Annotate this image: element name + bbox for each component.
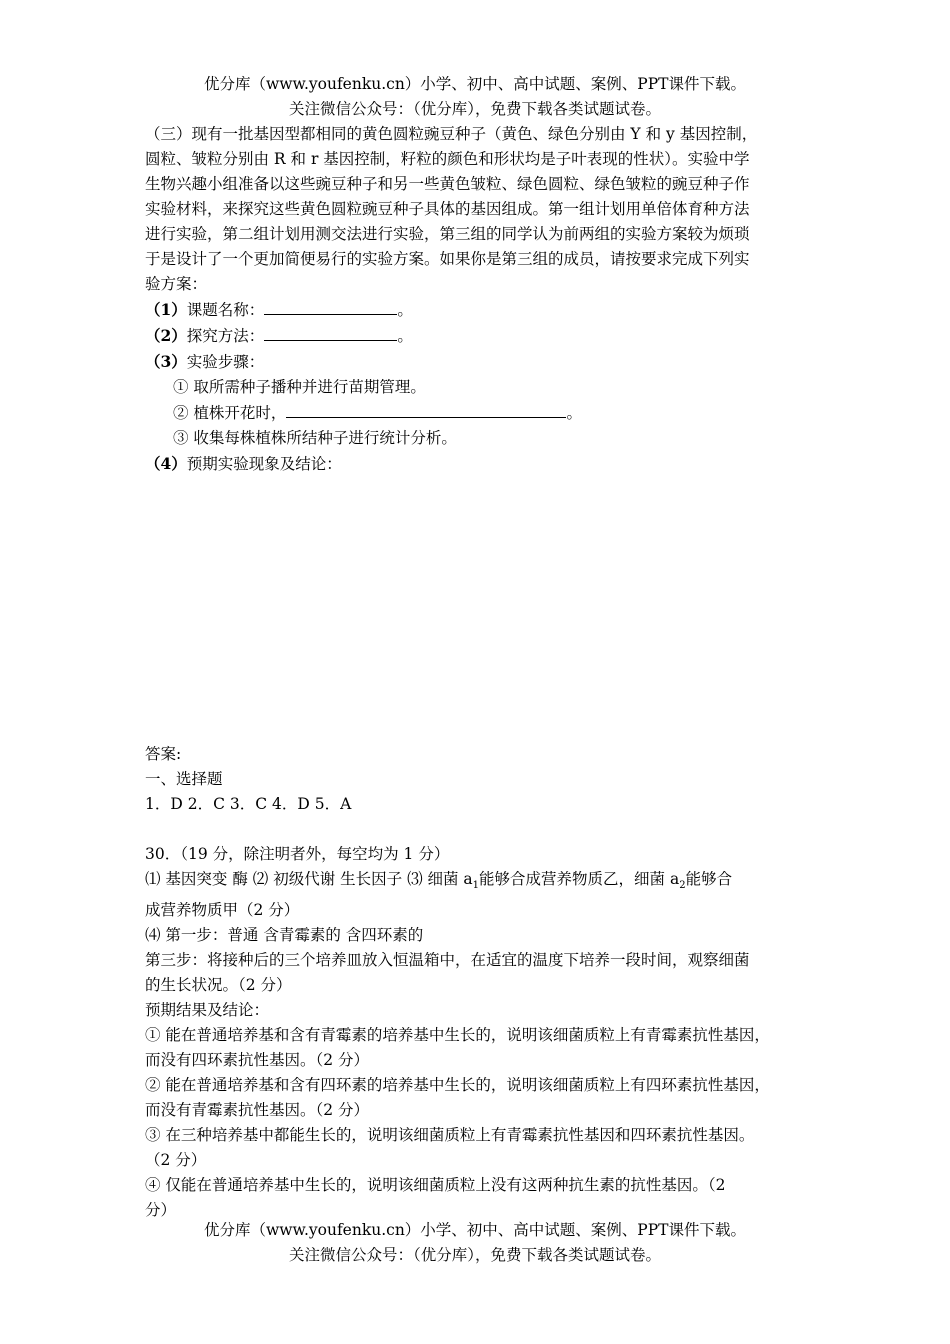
result-line: ② 能在普通培养基和含有四环素的培养基中生长的，说明该细菌质粒上有四环素抗性基因， xyxy=(145,1076,770,1095)
result-line: 分） xyxy=(145,1201,177,1220)
step-2-text: ② 植株开花时， xyxy=(173,404,287,422)
intro-line: 生物兴趣小组准备以这些豌豆种子和另一些黄色皱粒、绿色圆粒、绿色皱粒的豌豆种子作 xyxy=(145,175,750,193)
item-label: 探究方法： xyxy=(186,327,265,345)
item-label: 实验步骤： xyxy=(186,353,265,371)
step-3: ③ 收集每株植株所结种子进行统计分析。 xyxy=(173,429,457,447)
intro-line: 实验材料，来探究这些黄色圆粒豌豆种子具体的基因组成。第一组计划用单倍体育种方法 xyxy=(145,200,750,218)
choice-answers: 1．D 2．C 3．C 4．D 5．A xyxy=(145,795,352,813)
answer-title: 答案: xyxy=(145,745,182,763)
section-heading: 一、选择题 xyxy=(145,770,223,788)
q30-answer-line: 成营养物质甲（2 分） xyxy=(145,901,300,920)
subscript: 2 xyxy=(679,880,686,892)
footer-line-2: 关注微信公众号：（优分库），免费下载各类试题试卷。 xyxy=(288,1246,661,1264)
period: 。 xyxy=(397,327,413,345)
question-section xyxy=(145,122,815,477)
item-topic-name xyxy=(145,297,815,323)
q30-text: 能够合 xyxy=(685,870,733,888)
item-expected xyxy=(145,451,815,477)
result-line: ④ 仅能在普通培养基中生长的，说明该细菌质粒上没有这两种抗生素的抗性基因。（2 xyxy=(145,1176,726,1195)
spacer xyxy=(145,817,815,842)
answer-section xyxy=(145,742,815,1223)
q30-answer-line: ⑷ 第一步：普通 含青霉素的 含四环素的 xyxy=(145,926,424,945)
item-number: （2） xyxy=(145,326,187,345)
result-line: ③ 在三种培养基中都能生长的，说明该细菌质粒上有青霉素抗性基因和四环素抗性基因。 xyxy=(145,1126,755,1145)
method-blank[interactable] xyxy=(264,323,397,341)
subscript: 1 xyxy=(472,880,480,892)
item-number: （4） xyxy=(145,454,187,473)
step-2 xyxy=(145,400,815,426)
step-1: ① 取所需种子播种并进行苗期管理。 xyxy=(173,378,426,396)
item-label: 预期实验现象及结论： xyxy=(186,455,342,473)
header-line-1: 优分库（www.youfenku.cn）小学、初中、高中试题、案例、PPT课件下载。 xyxy=(203,75,747,93)
item-method xyxy=(145,323,815,349)
step-2-blank[interactable] xyxy=(286,400,566,418)
intro-line: 进行实验，第二组计划用测交法进行实验，第三组的同学认为前两组的实验方案较为烦琐 xyxy=(145,225,750,243)
result-line: ① 能在普通培养基和含有青霉素的培养基中生长的，说明该细菌质粒上有青霉素抗性基因， xyxy=(145,1026,770,1045)
item-steps xyxy=(145,349,815,375)
header-line-2: 关注微信公众号：（优分库），免费下载各类试题试卷。 xyxy=(288,100,661,118)
result-line: （2 分） xyxy=(145,1151,207,1170)
q30-answer-line: 第三步：将接种后的三个培养皿放入恒温箱中，在适宜的温度下培养一段时间，观察细菌 xyxy=(145,951,750,970)
q30-answer-line xyxy=(145,867,815,898)
intro-line: 圆粒、皱粒分别由 R 和 r 基因控制，籽粒的颜色和形状均是子叶表现的性状）。实验中学 xyxy=(145,150,750,168)
result-line: 而没有青霉素抗性基因。（2 分） xyxy=(145,1101,370,1120)
q30-text: ⑴ 基因突变 酶 ⑵ 初级代谢 生长因子 ⑶ 细菌 a xyxy=(145,870,473,888)
item-number: （1） xyxy=(145,300,187,319)
page-header xyxy=(0,72,950,122)
item-label: 课题名称： xyxy=(186,301,265,319)
topic-name-blank[interactable] xyxy=(264,297,397,315)
page-footer xyxy=(0,1218,950,1268)
q30-answer-line: 的生长状况。（2 分） xyxy=(145,976,292,995)
expected-results-title: 预期结果及结论： xyxy=(145,1001,270,1020)
intro-line: （三）现有一批基因型都相同的黄色圆粒豌豆种子（黄色、绿色分别由 Y 和 y 基因控制， xyxy=(145,125,758,143)
q30-text: 能够合成营养物质乙，细菌 a xyxy=(479,870,680,888)
footer-line-1: 优分库（www.youfenku.cn）小学、初中、高中试题、案例、PPT课件下载。 xyxy=(203,1221,747,1239)
intro-line: 验方案： xyxy=(145,275,208,293)
intro-line: 于是设计了一个更加简便易行的实验方案。如果你是第三组的成员，请按要求完成下列实 xyxy=(145,250,750,268)
item-number: （3） xyxy=(145,352,187,371)
period: 。 xyxy=(566,404,582,422)
q30-heading: 30．（19 分，除注明者外，每空均为 1 分） xyxy=(145,845,450,863)
result-line: 而没有四环素抗性基因。（2 分） xyxy=(145,1051,370,1070)
period: 。 xyxy=(397,301,413,319)
